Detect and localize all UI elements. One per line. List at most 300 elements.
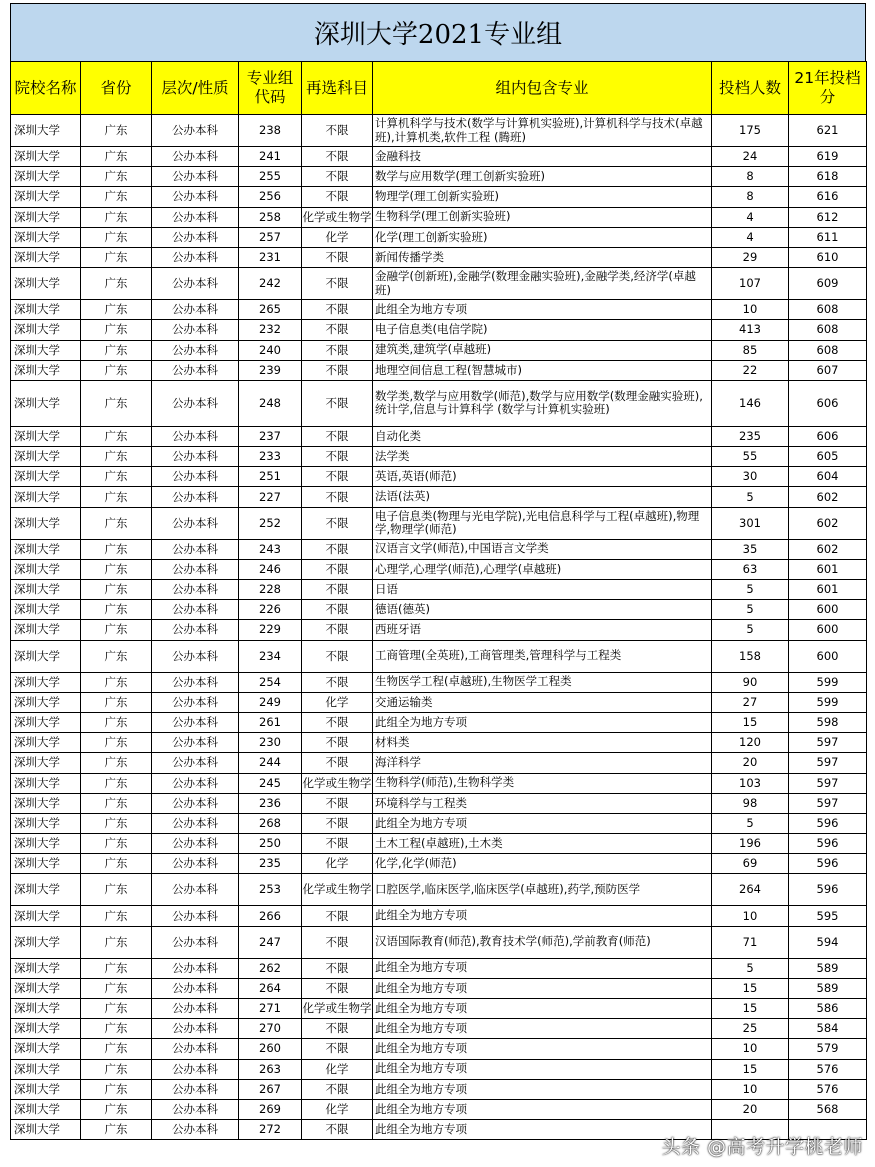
cell-group-code: 248: [239, 380, 302, 426]
cell-level: 公办本科: [152, 874, 239, 906]
table-row: [11, 672, 867, 692]
table-row: [11, 467, 867, 487]
cell-province: 广东: [81, 1099, 152, 1119]
cell-score: 600: [789, 620, 867, 640]
cell-score: 606: [789, 426, 867, 446]
header-majors: 组内包含专业: [373, 62, 712, 115]
cell-subject: 化学或生物学: [302, 874, 373, 906]
cell-subject: 化学: [302, 1099, 373, 1119]
cell-count: 22: [712, 360, 789, 380]
cell-school: 深圳大学: [11, 999, 81, 1019]
cell-province: 广东: [81, 978, 152, 998]
cell-majors: 此组全为地方专项: [373, 300, 712, 320]
cell-score: 607: [789, 360, 867, 380]
cell-score: 605: [789, 447, 867, 467]
cell-province: 广东: [81, 487, 152, 507]
cell-score: 589: [789, 978, 867, 998]
cell-subject: 不限: [302, 733, 373, 753]
page-title: 深圳大学2021专业组: [10, 3, 866, 61]
cell-school: 深圳大学: [11, 773, 81, 793]
cell-province: 广东: [81, 672, 152, 692]
cell-score: 612: [789, 207, 867, 227]
cell-subject: 不限: [302, 539, 373, 559]
cell-group-code: 230: [239, 733, 302, 753]
cell-level: 公办本科: [152, 813, 239, 833]
table-row: [11, 834, 867, 854]
cell-school: 深圳大学: [11, 692, 81, 712]
cell-school: 深圳大学: [11, 906, 81, 926]
cell-count: 8: [712, 167, 789, 187]
cell-subject: 不限: [302, 813, 373, 833]
cell-level: 公办本科: [152, 187, 239, 207]
cell-province: 广东: [81, 926, 152, 958]
table-row: [11, 1039, 867, 1059]
cell-majors: 此组全为地方专项: [373, 1019, 712, 1039]
cell-province: 广东: [81, 1120, 152, 1140]
cell-province: 广东: [81, 320, 152, 340]
cell-subject: 不限: [302, 978, 373, 998]
cell-province: 广东: [81, 874, 152, 906]
admission-table: [10, 61, 867, 1140]
cell-level: 公办本科: [152, 207, 239, 227]
header-group-code: 专业组代码: [239, 62, 302, 115]
cell-subject: 不限: [302, 360, 373, 380]
cell-subject: 不限: [302, 507, 373, 539]
table-row: [11, 999, 867, 1019]
table-row: [11, 1059, 867, 1079]
cell-subject: 不限: [302, 580, 373, 600]
cell-score: 598: [789, 712, 867, 732]
cell-province: 广东: [81, 268, 152, 300]
cell-majors: 此组全为地方专项: [373, 1099, 712, 1119]
cell-count: 5: [712, 620, 789, 640]
cell-score: 600: [789, 640, 867, 672]
cell-count: 175: [712, 115, 789, 147]
cell-count: 4: [712, 227, 789, 247]
cell-majors: 此组全为地方专项: [373, 1039, 712, 1059]
cell-group-code: 255: [239, 167, 302, 187]
cell-school: 深圳大学: [11, 268, 81, 300]
cell-school: 深圳大学: [11, 834, 81, 854]
table-row: [11, 147, 867, 167]
cell-subject: 不限: [302, 712, 373, 732]
cell-level: 公办本科: [152, 620, 239, 640]
cell-school: 深圳大学: [11, 1039, 81, 1059]
table-row: [11, 1099, 867, 1119]
cell-count: 15: [712, 712, 789, 732]
table-row: [11, 300, 867, 320]
cell-group-code: 272: [239, 1120, 302, 1140]
cell-count: 10: [712, 1079, 789, 1099]
cell-group-code: 240: [239, 340, 302, 360]
cell-majors: 地理空间信息工程(智慧城市): [373, 360, 712, 380]
cell-school: 深圳大学: [11, 733, 81, 753]
cell-majors: 心理学,心理学(师范),心理学(卓越班): [373, 559, 712, 579]
cell-school: 深圳大学: [11, 580, 81, 600]
cell-group-code: 228: [239, 580, 302, 600]
cell-level: 公办本科: [152, 227, 239, 247]
cell-score: 610: [789, 247, 867, 267]
cell-school: 深圳大学: [11, 207, 81, 227]
cell-count: 264: [712, 874, 789, 906]
cell-majors: 此组全为地方专项: [373, 813, 712, 833]
cell-subject: 不限: [302, 320, 373, 340]
cell-count: 90: [712, 672, 789, 692]
cell-school: 深圳大学: [11, 620, 81, 640]
cell-school: 深圳大学: [11, 753, 81, 773]
cell-province: 广东: [81, 115, 152, 147]
cell-province: 广东: [81, 906, 152, 926]
cell-count: 103: [712, 773, 789, 793]
cell-level: 公办本科: [152, 320, 239, 340]
cell-score: 596: [789, 854, 867, 874]
cell-province: 广东: [81, 300, 152, 320]
cell-count: 71: [712, 926, 789, 958]
cell-count: 20: [712, 753, 789, 773]
cell-majors: 德语(德英): [373, 600, 712, 620]
cell-subject: 不限: [302, 834, 373, 854]
table-row: [11, 813, 867, 833]
cell-level: 公办本科: [152, 640, 239, 672]
cell-majors: 自动化类: [373, 426, 712, 446]
cell-subject: 不限: [302, 1039, 373, 1059]
cell-level: 公办本科: [152, 1019, 239, 1039]
cell-province: 广东: [81, 834, 152, 854]
cell-majors: 电子信息类(物理与光电学院),光电信息科学与工程(卓越班),物理学,物理学(师范): [373, 507, 712, 539]
cell-subject: 不限: [302, 600, 373, 620]
cell-province: 广东: [81, 1079, 152, 1099]
cell-school: 深圳大学: [11, 167, 81, 187]
cell-count: 10: [712, 1039, 789, 1059]
cell-subject: 不限: [302, 753, 373, 773]
cell-score: 619: [789, 147, 867, 167]
cell-subject: 不限: [302, 187, 373, 207]
cell-majors: 化学(理工创新实验班): [373, 227, 712, 247]
cell-score: 606: [789, 380, 867, 426]
table-row: [11, 978, 867, 998]
cell-province: 广东: [81, 539, 152, 559]
cell-majors: 计算机科学与技术(数学与计算机实验班),计算机科学与技术(卓越班),计算机类,软件工程 (腾班): [373, 115, 712, 147]
cell-school: 深圳大学: [11, 487, 81, 507]
cell-level: 公办本科: [152, 247, 239, 267]
table-row: [11, 692, 867, 712]
cell-score: 568: [789, 1099, 867, 1119]
cell-subject: 不限: [302, 906, 373, 926]
cell-count: 4: [712, 207, 789, 227]
table-row: [11, 620, 867, 640]
cell-school: 深圳大学: [11, 115, 81, 147]
cell-school: 深圳大学: [11, 712, 81, 732]
table-row: [11, 340, 867, 360]
cell-level: 公办本科: [152, 1079, 239, 1099]
cell-province: 广东: [81, 227, 152, 247]
cell-group-code: 266: [239, 906, 302, 926]
cell-province: 广东: [81, 692, 152, 712]
cell-count: 15: [712, 1059, 789, 1079]
cell-level: 公办本科: [152, 1099, 239, 1119]
cell-group-code: 250: [239, 834, 302, 854]
table-row: [11, 268, 867, 300]
table-row: [11, 207, 867, 227]
table-row: [11, 600, 867, 620]
table-row: [11, 559, 867, 579]
cell-group-code: 262: [239, 958, 302, 978]
cell-majors: 土木工程(卓越班),土木类: [373, 834, 712, 854]
cell-group-code: 264: [239, 978, 302, 998]
cell-group-code: 234: [239, 640, 302, 672]
cell-count: 235: [712, 426, 789, 446]
cell-majors: 新闻传播学类: [373, 247, 712, 267]
cell-majors: 英语,英语(师范): [373, 467, 712, 487]
cell-score: 576: [789, 1079, 867, 1099]
cell-level: 公办本科: [152, 539, 239, 559]
cell-subject: 化学: [302, 854, 373, 874]
cell-score: 602: [789, 539, 867, 559]
cell-majors: 生物科学(理工创新实验班): [373, 207, 712, 227]
cell-level: 公办本科: [152, 1059, 239, 1079]
cell-group-code: 268: [239, 813, 302, 833]
cell-school: 深圳大学: [11, 1120, 81, 1140]
cell-group-code: 232: [239, 320, 302, 340]
cell-score: 576: [789, 1059, 867, 1079]
cell-province: 广东: [81, 733, 152, 753]
cell-majors: 电子信息类(电信学院): [373, 320, 712, 340]
cell-province: 广东: [81, 620, 152, 640]
cell-subject: 不限: [302, 559, 373, 579]
cell-majors: 物理学(理工创新实验班): [373, 187, 712, 207]
cell-province: 广东: [81, 447, 152, 467]
cell-province: 广东: [81, 999, 152, 1019]
cell-group-code: 256: [239, 187, 302, 207]
cell-subject: 不限: [302, 958, 373, 978]
cell-province: 广东: [81, 580, 152, 600]
cell-subject: 化学或生物学: [302, 207, 373, 227]
cell-level: 公办本科: [152, 1120, 239, 1140]
cell-count: 98: [712, 793, 789, 813]
cell-subject: 不限: [302, 447, 373, 467]
cell-school: 深圳大学: [11, 559, 81, 579]
cell-group-code: 249: [239, 692, 302, 712]
cell-subject: 不限: [302, 247, 373, 267]
cell-subject: 不限: [302, 167, 373, 187]
table-row: [11, 580, 867, 600]
cell-level: 公办本科: [152, 773, 239, 793]
cell-group-code: 226: [239, 600, 302, 620]
cell-subject: 不限: [302, 640, 373, 672]
cell-level: 公办本科: [152, 580, 239, 600]
cell-level: 公办本科: [152, 340, 239, 360]
cell-level: 公办本科: [152, 467, 239, 487]
cell-count: 55: [712, 447, 789, 467]
cell-province: 广东: [81, 854, 152, 874]
cell-count: 5: [712, 580, 789, 600]
cell-province: 广东: [81, 467, 152, 487]
cell-score: 596: [789, 874, 867, 906]
cell-group-code: 258: [239, 207, 302, 227]
cell-group-code: 257: [239, 227, 302, 247]
table-row: [11, 1079, 867, 1099]
cell-group-code: 239: [239, 360, 302, 380]
cell-majors: 生物科学(师范),生物科学类: [373, 773, 712, 793]
cell-level: 公办本科: [152, 712, 239, 732]
cell-group-code: 231: [239, 247, 302, 267]
cell-score: 596: [789, 834, 867, 854]
cell-majors: 日语: [373, 580, 712, 600]
cell-count: 10: [712, 906, 789, 926]
cell-province: 广东: [81, 793, 152, 813]
table-row: [11, 447, 867, 467]
cell-province: 广东: [81, 207, 152, 227]
cell-province: 广东: [81, 559, 152, 579]
cell-score: 599: [789, 672, 867, 692]
cell-province: 广东: [81, 247, 152, 267]
cell-group-code: 271: [239, 999, 302, 1019]
cell-province: 广东: [81, 1059, 152, 1079]
cell-count: 30: [712, 467, 789, 487]
cell-level: 公办本科: [152, 487, 239, 507]
cell-count: 85: [712, 340, 789, 360]
table-row: [11, 426, 867, 446]
cell-score: 609: [789, 268, 867, 300]
cell-level: 公办本科: [152, 507, 239, 539]
cell-subject: 不限: [302, 268, 373, 300]
cell-school: 深圳大学: [11, 187, 81, 207]
cell-province: 广东: [81, 773, 152, 793]
cell-school: 深圳大学: [11, 1019, 81, 1039]
table-row: [11, 247, 867, 267]
cell-province: 广东: [81, 712, 152, 732]
cell-subject: 不限: [302, 672, 373, 692]
cell-majors: 工商管理(全英班),工商管理类,管理科学与工程类: [373, 640, 712, 672]
cell-score: 597: [789, 733, 867, 753]
cell-count: 69: [712, 854, 789, 874]
cell-majors: 建筑类,建筑学(卓越班): [373, 340, 712, 360]
cell-count: 15: [712, 999, 789, 1019]
cell-subject: 不限: [302, 340, 373, 360]
cell-subject: 不限: [302, 620, 373, 640]
cell-score: 621: [789, 115, 867, 147]
watermark: 头条 @高考升学桃老师: [661, 1136, 863, 1158]
cell-subject: 不限: [302, 115, 373, 147]
cell-level: 公办本科: [152, 360, 239, 380]
cell-group-code: 265: [239, 300, 302, 320]
cell-group-code: 247: [239, 926, 302, 958]
cell-school: 深圳大学: [11, 854, 81, 874]
cell-group-code: 243: [239, 539, 302, 559]
cell-group-code: 269: [239, 1099, 302, 1119]
cell-count: 146: [712, 380, 789, 426]
cell-majors: 此组全为地方专项: [373, 978, 712, 998]
cell-school: 深圳大学: [11, 793, 81, 813]
table-row: [11, 712, 867, 732]
cell-level: 公办本科: [152, 380, 239, 426]
cell-count: 35: [712, 539, 789, 559]
cell-group-code: 236: [239, 793, 302, 813]
cell-group-code: 263: [239, 1059, 302, 1079]
table-row: [11, 874, 867, 906]
cell-level: 公办本科: [152, 793, 239, 813]
cell-school: 深圳大学: [11, 874, 81, 906]
cell-count: 25: [712, 1019, 789, 1039]
table-row: [11, 958, 867, 978]
cell-level: 公办本科: [152, 167, 239, 187]
table-row: [11, 1019, 867, 1039]
cell-province: 广东: [81, 958, 152, 978]
cell-school: 深圳大学: [11, 1099, 81, 1119]
cell-score: 600: [789, 600, 867, 620]
cell-group-code: 270: [239, 1019, 302, 1039]
cell-majors: 口腔医学,临床医学,临床医学(卓越班),药学,预防医学: [373, 874, 712, 906]
cell-group-code: 246: [239, 559, 302, 579]
cell-majors: 交通运输类: [373, 692, 712, 712]
table-row: [11, 227, 867, 247]
table-row: [11, 115, 867, 147]
cell-majors: 金融学(创新班),金融学(数理金融实验班),金融学类,经济学(卓越班): [373, 268, 712, 300]
cell-level: 公办本科: [152, 978, 239, 998]
cell-majors: 材料类: [373, 733, 712, 753]
cell-province: 广东: [81, 1019, 152, 1039]
table-row: [11, 507, 867, 539]
cell-count: 27: [712, 692, 789, 712]
table-row: [11, 167, 867, 187]
cell-score: 604: [789, 467, 867, 487]
cell-subject: 不限: [302, 1120, 373, 1140]
table-row: [11, 773, 867, 793]
cell-subject: 化学: [302, 1059, 373, 1079]
cell-subject: 化学: [302, 227, 373, 247]
cell-count: 10: [712, 300, 789, 320]
cell-score: 608: [789, 320, 867, 340]
cell-score: 597: [789, 753, 867, 773]
cell-school: 深圳大学: [11, 360, 81, 380]
cell-group-code: 253: [239, 874, 302, 906]
cell-province: 广东: [81, 813, 152, 833]
cell-subject: 化学: [302, 692, 373, 712]
table-row: [11, 487, 867, 507]
header-row: [11, 62, 867, 115]
cell-majors: 化学,化学(师范): [373, 854, 712, 874]
cell-count: 5: [712, 813, 789, 833]
cell-majors: 此组全为地方专项: [373, 906, 712, 926]
table-row: [11, 906, 867, 926]
cell-province: 广东: [81, 600, 152, 620]
cell-score: 601: [789, 559, 867, 579]
cell-subject: 不限: [302, 487, 373, 507]
cell-school: 深圳大学: [11, 380, 81, 426]
table-row: [11, 320, 867, 340]
table-row: [11, 793, 867, 813]
cell-school: 深圳大学: [11, 539, 81, 559]
cell-school: 深圳大学: [11, 813, 81, 833]
cell-school: 深圳大学: [11, 340, 81, 360]
cell-score: 616: [789, 187, 867, 207]
cell-score: 594: [789, 926, 867, 958]
cell-province: 广东: [81, 1039, 152, 1059]
cell-subject: 不限: [302, 926, 373, 958]
cell-level: 公办本科: [152, 447, 239, 467]
table-row: [11, 753, 867, 773]
cell-subject: 不限: [302, 1079, 373, 1099]
cell-majors: 此组全为地方专项: [373, 999, 712, 1019]
cell-province: 广东: [81, 507, 152, 539]
cell-score: 602: [789, 487, 867, 507]
cell-school: 深圳大学: [11, 147, 81, 167]
cell-majors: 环境科学与工程类: [373, 793, 712, 813]
cell-score: 599: [789, 692, 867, 712]
cell-level: 公办本科: [152, 600, 239, 620]
cell-count: 196: [712, 834, 789, 854]
cell-score: 608: [789, 300, 867, 320]
